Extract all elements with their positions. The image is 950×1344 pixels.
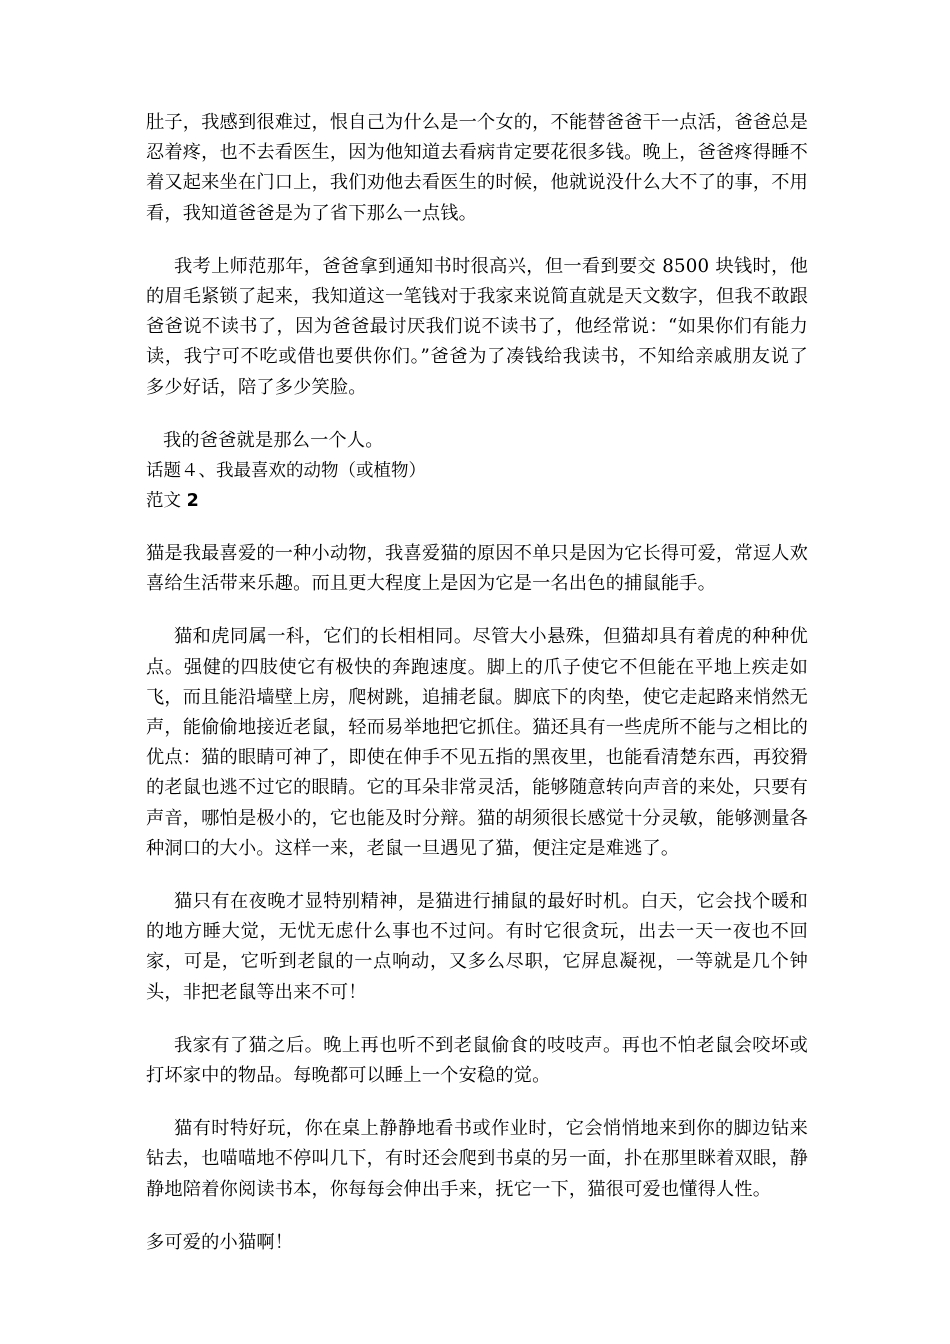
document-body	[146, 108, 808, 1258]
paragraph-cat-home: 我家有了猫之后。晚上再也听不到老鼠偷食的吱吱声。再也不怕老鼠会咬坏或打坏家中的物品。每晚都可以睡上一个安稳的觉。	[146, 1034, 808, 1087]
sample-label: 范文	[146, 491, 181, 512]
paragraph-cat-intro: 猫是我最喜爱的一种小动物，我喜爱猫的原因不单只是因为它长得可爱，常逗人欢喜给生活带来乐趣。而且更大程度上是因为它是一名出色的捕鼠能手。	[146, 543, 808, 595]
paragraph-cat-traits: 猫和虎同属一科，它们的长相相同。尽管大小悬殊，但猫却具有着虎的种种优点。强健的四肢使它有极快的奔跑速度。脚上的爪子使它不但能在平地上疾走如飞，而且能沿墙壁上房，爬树跳，追捕老鼠。脚底下的肉垫，使它走起路来悄然无声，能偷偷地接近老鼠，轻而易举地把它抓住。猫还具有一些虎所不能与之相比的优点：猫的眼睛可神了，即使在伸手不见五指的黑夜里，也能看清楚东西，再狡猾的老鼠也逃不过它的眼睛。它的耳朵非常灵活，能够随意转向声音的来处，只要有声音，哪怕是极小的，它也能及时分辩。猫的胡须很长感觉十分灵敏，能够测量各种洞口的大小。这样一来，老鼠一旦遇见了猫，便注定是难逃了。	[146, 626, 808, 859]
topic-title: 话题４、我最喜欢的动物（或植物）	[146, 461, 426, 482]
paragraph-father-illness: 肚子，我感到很难过，恨自己为什么是一个女的，不能替爸爸干一点活，爸爸总是忍着疼，也不去看医生，因为他知道去看病肯定要花很多钱。晚上，爸爸疼得睡不着又起来坐在门口上，我们劝他去看医生的时候，他就说没什么大不了的事，不用看，我知道爸爸是为了省下那么一点钱。	[146, 112, 808, 224]
paragraph-cat-play: 猫有时特好玩，你在桌上静静地看书或作业时，它会悄悄地来到你的脚边钻来钻去，也喵喵地不停叫几下，有时还会爬到书桌的另一面，扑在那里眯着双眼，静静地陪着你阅读书本，你每每会伸出手来，抚它一下，猫很可爱也懂得人性。	[146, 1118, 808, 1200]
paragraph-father-summary: 我的爸爸就是那么一个人。	[163, 429, 384, 451]
paragraph-father-tuition: 我考上师范那年，爸爸拿到通知书时很高兴，但一看到要交 8500 块钱时，他的眉毛紧锁了起来，我知道这一笔钱对于我家来说简直就是天文数字，但我不敢跟爸爸说不读书了，因为爸爸最讨厌我们说不读书了，他经常说：“如果你们有能力读，我宁可不吃或借也要供你们。”爸爸为了凑钱给我读书，不知给亲戚朋友说了多少好话，陪了多少笑脸。	[146, 255, 808, 398]
paragraph-cat-night: 猫只有在夜晚才显特别精神，是猫进行捕鼠的最好时机。白天，它会找个暖和的地方睡大觉，无忧无虑什么事也不过问。有时它很贪玩，出去一天一夜也不回家，可是，它听到老鼠的一点响动，又多么尽职，它屏息凝视，一等就是几个钟头，非把老鼠等出来不可！	[146, 891, 808, 1003]
paragraph-cat-closing: 多可爱的小猫啊！	[146, 1231, 294, 1253]
sample-number: 2	[186, 491, 199, 512]
sample-heading	[146, 486, 808, 516]
